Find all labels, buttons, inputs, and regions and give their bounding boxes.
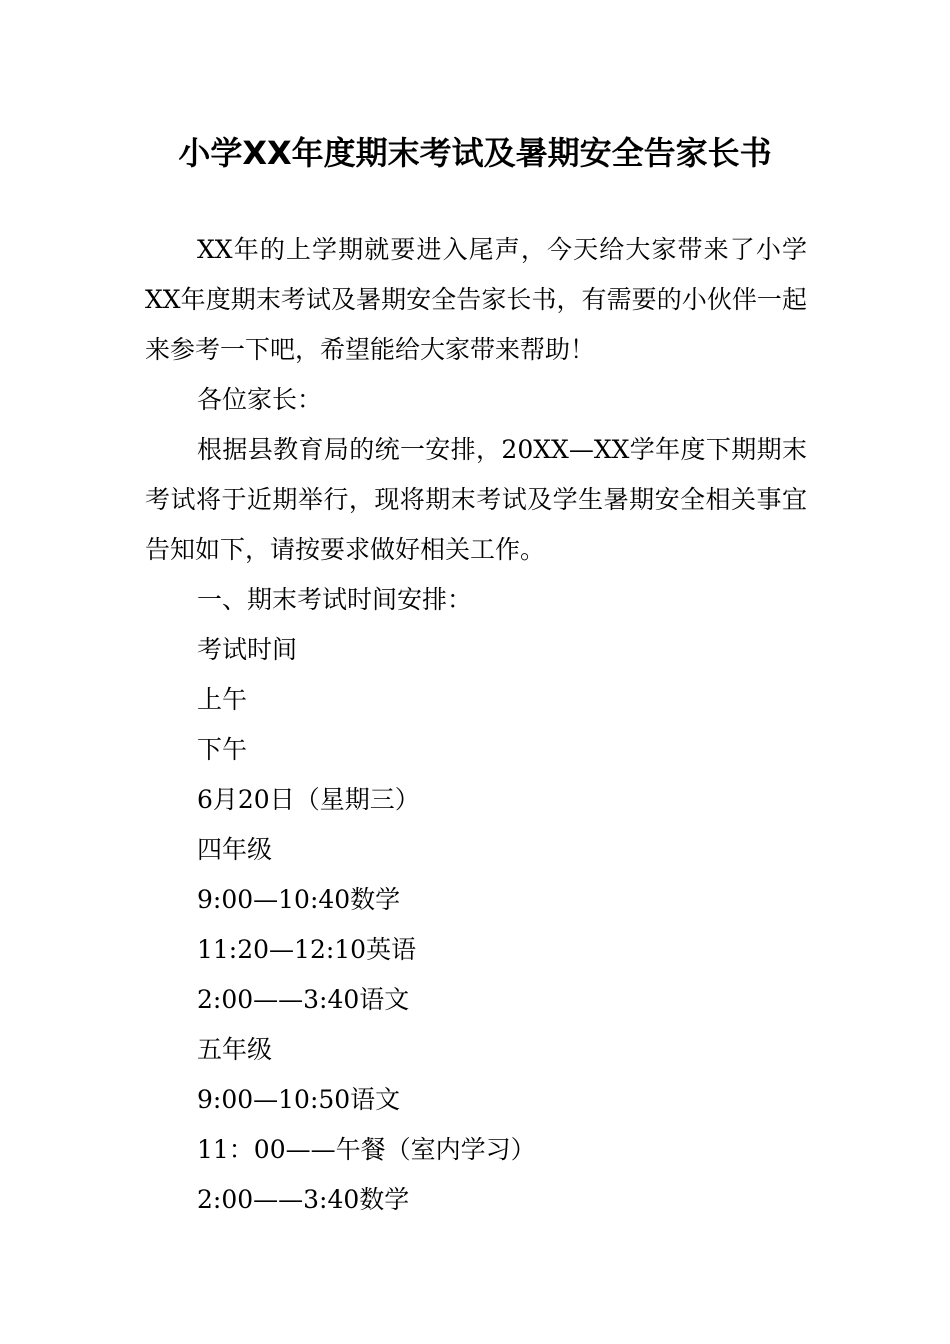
document-title: 小学XX年度期末考试及暑期安全告家长书	[178, 134, 772, 172]
schedule-line: 四年级	[197, 835, 273, 864]
schedule-line: 2:00——3:40语文	[197, 985, 410, 1014]
document-body	[145, 225, 807, 1225]
schedule-line: 11:20—12:10英语	[197, 935, 417, 964]
schedule-line: 考试时间	[197, 635, 298, 664]
schedule-line: 9:00—10:50语文	[197, 1085, 401, 1114]
notice-paragraph: 根据县教育局的统一安排，20XX—XX学年度下期期末考试将于近期举行，现将期末考试及学生暑期安全相关事宜告知如下，请按要求做好相关工作。	[145, 435, 807, 564]
schedule-line: 2:00——3:40数学	[197, 1185, 410, 1214]
schedule-line: 五年级	[197, 1035, 273, 1064]
schedule-line: 9:00—10:40数学	[197, 885, 401, 914]
salutation: 各位家长：	[197, 385, 323, 414]
section-heading-exam-schedule: 一、期末考试时间安排：	[197, 585, 473, 614]
schedule-line: 6月20日（星期三）	[197, 785, 420, 814]
schedule-line: 下午	[197, 735, 248, 764]
schedule-line: 11：00——午餐（室内学习）	[197, 1135, 536, 1164]
intro-paragraph: XX年的上学期就要进入尾声，今天给大家带来了小学XX年度期末考试及暑期安全告家长书，有需要的小伙伴一起来参考一下吧，希望能给大家带来帮助！	[145, 235, 807, 364]
schedule-line: 上午	[197, 685, 248, 714]
